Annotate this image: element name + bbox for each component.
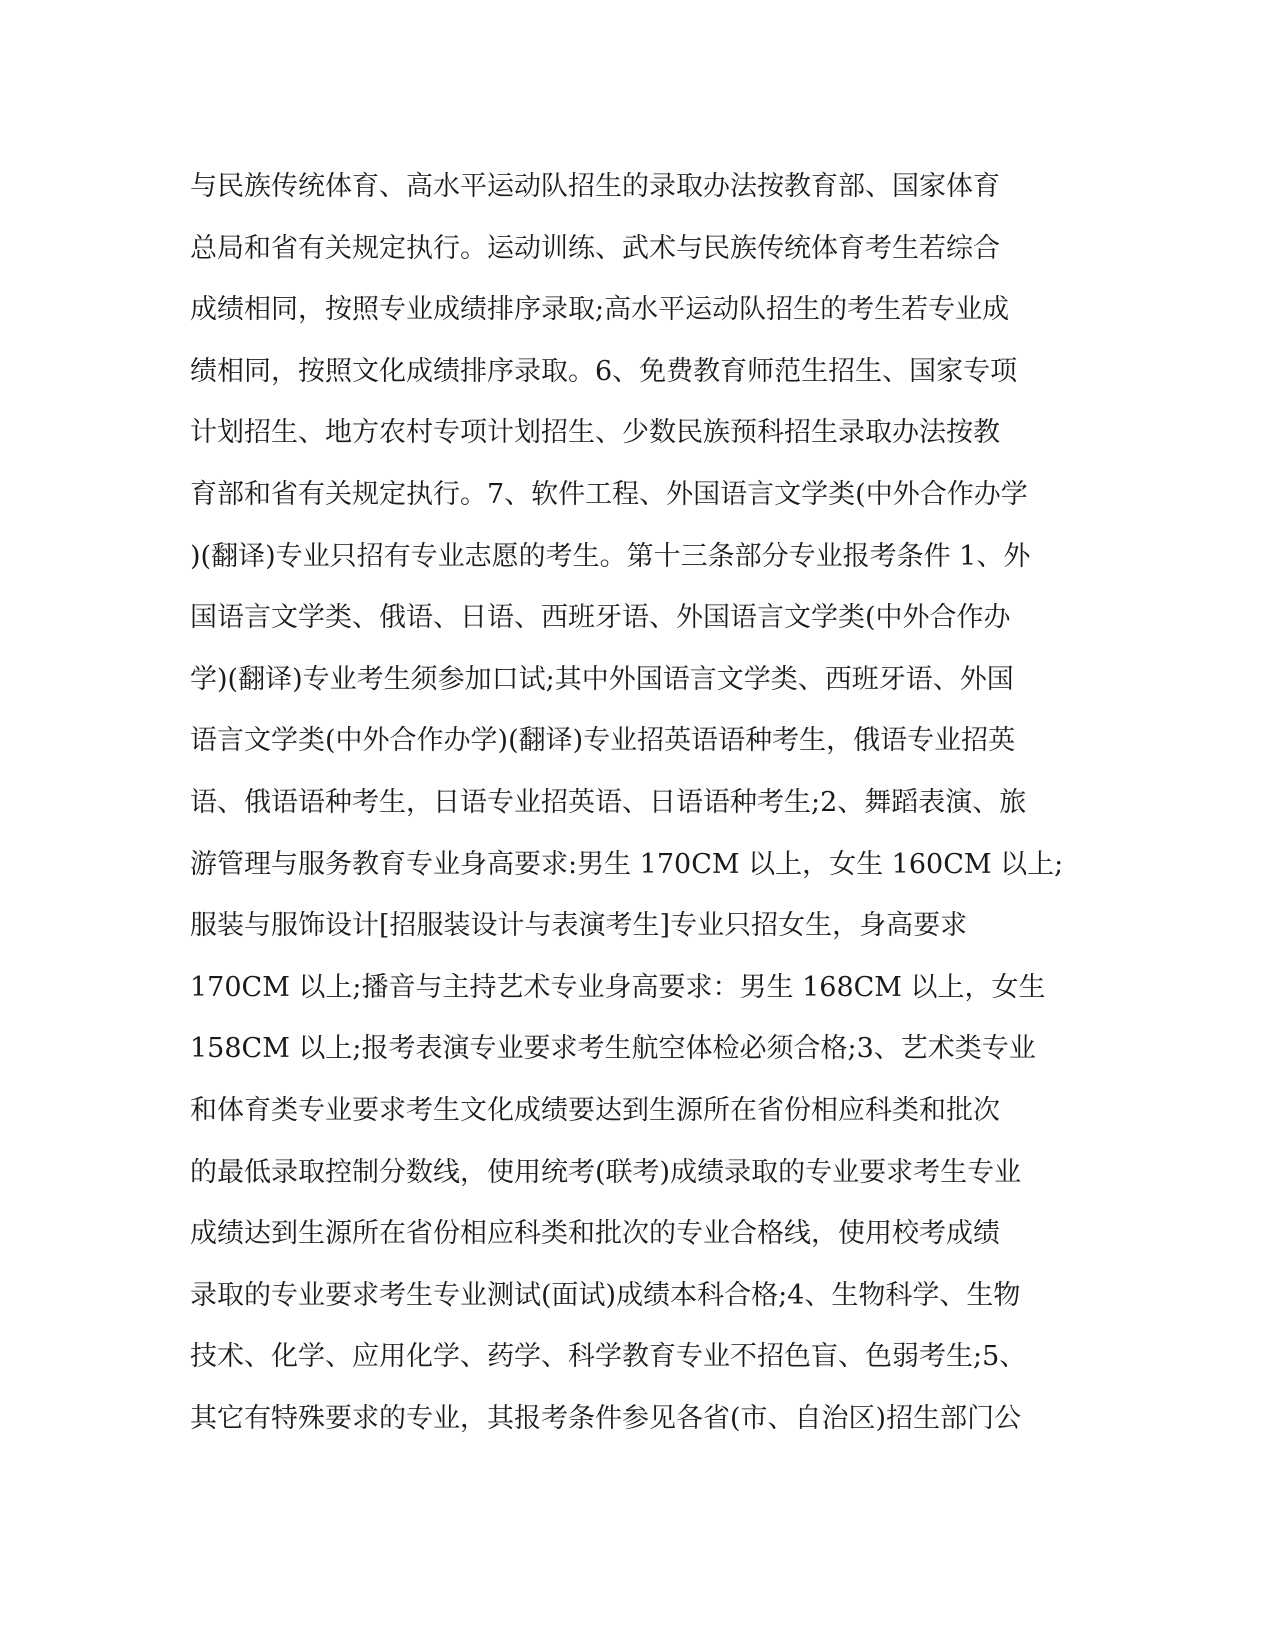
text-line: 语、俄语语种考生，日语专业招英语、日语语种考生;2、舞蹈表演、旅 <box>190 786 1027 818</box>
text-line: 录取的专业要求考生专业测试(面试)成绩本科合格;4、生物科学、生物 <box>190 1279 1021 1311</box>
text-line: 绩相同，按照文化成绩排序录取。6、免费教育师范生招生、国家专项 <box>190 355 1018 387</box>
text-line: )(翻译)专业只招有专业志愿的考生。第十三条部分专业报考条件 1、外 <box>190 540 1031 572</box>
text-line: 170CM 以上;播音与主持艺术专业身高要求：男生 168CM 以上，女生 <box>190 971 1046 1003</box>
text-line: 学)(翻译)专业考生须参加口试;其中外国语言文学类、西班牙语、外国 <box>190 663 1014 695</box>
text-line: 育部和省有关规定执行。7、软件工程、外国语言文学类(中外合作办学 <box>190 478 1028 510</box>
text-line: 总局和省有关规定执行。运动训练、武术与民族传统体育考生若综合 <box>190 232 1000 264</box>
text-line: 和体育类专业要求考生文化成绩要达到生源所在省份相应科类和批次 <box>190 1094 1000 1126</box>
text-line: 技术、化学、应用化学、药学、科学教育专业不招色盲、色弱考生;5、 <box>190 1341 1027 1373</box>
text-line: 成绩相同，按照专业成绩排序录取;高水平运动队招生的考生若专业成 <box>190 294 1010 326</box>
text-line: 成绩达到生源所在省份相应科类和批次的专业合格线，使用校考成绩 <box>190 1218 1000 1250</box>
text-line: 服装与服饰设计[招服装设计与表演考生]专业只招女生，身高要求 <box>190 910 968 942</box>
text-line: 158CM 以上;报考表演专业要求考生航空体检必须合格;3、艺术类专业 <box>190 1033 1036 1065</box>
text-line: 国语言文学类、俄语、日语、西班牙语、外国语言文学类(中外合作办 <box>190 602 1011 634</box>
text-line: 的最低录取控制分数线，使用统考(联考)成绩录取的专业要求考生专业 <box>190 1156 1022 1188</box>
text-line: 语言文学类(中外合作办学)(翻译)专业招英语语种考生，俄语专业招英 <box>190 725 1016 757</box>
text-line: 其它有特殊要求的专业，其报考条件参见各省(市、自治区)招生部门公 <box>190 1402 1022 1434</box>
body-text <box>190 166 1090 1459</box>
text-line: 与民族传统体育、高水平运动队招生的录取办法按教育部、国家体育 <box>190 171 1000 202</box>
text-line: 计划招生、地方农村专项计划招生、少数民族预科招生录取办法按教 <box>190 417 1000 449</box>
text-line: 游管理与服务教育专业身高要求:男生 170CM 以上，女生 160CM 以上; <box>190 848 1064 880</box>
